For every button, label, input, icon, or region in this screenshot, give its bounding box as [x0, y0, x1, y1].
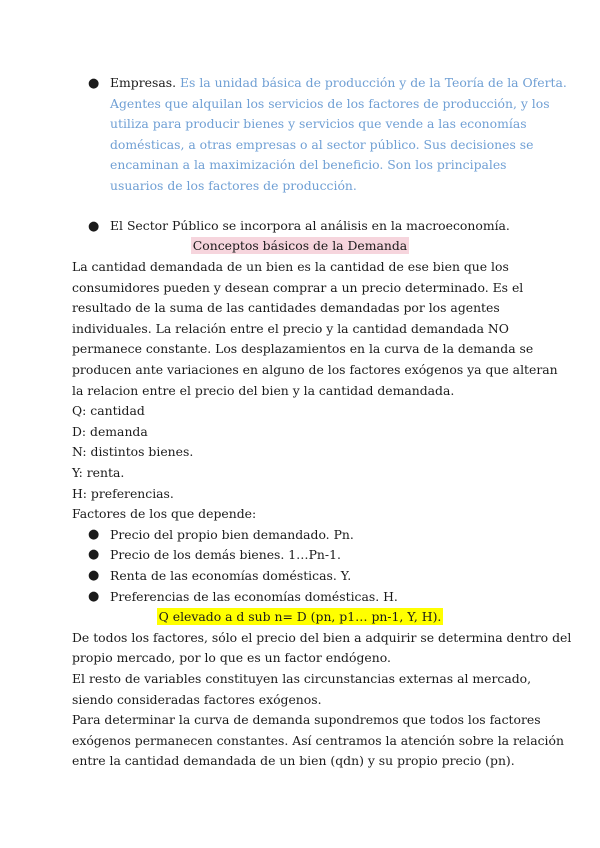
paragraph2-line-1: De todos los factores, sólo el precio del bien a adquirir se determina dentro del: [72, 629, 572, 645]
definition-d: D: demanda: [72, 423, 148, 439]
paragraph2-line-7: entre la cantidad demandada de un bien (qdn) y su propio precio (pn).: [72, 753, 515, 769]
bullet-icon: ●: [88, 526, 100, 542]
factor-item-1: ● Precio del propio bien demandado. Pn.: [88, 525, 398, 546]
bullet-icon: ●: [88, 219, 100, 234]
formula-line: [0, 607, 600, 628]
heading-text: Conceptos básicos de la Demanda: [192, 238, 408, 253]
bullet-icon: ●: [88, 547, 100, 563]
factor-item-3: ● Renta de las economías domésticas. Y.: [88, 566, 398, 587]
section-heading: [0, 236, 600, 257]
paragraph1-line-6: producen ante variaciones en alguno de los factores exógenos ya que alteran: [72, 362, 558, 377]
definition-y: Y: renta.: [72, 465, 125, 480]
empresas-line-1: Es la unidad básica de producción y de la Teoría de la Oferta.: [179, 75, 567, 90]
paragraph2-line-4: siendo consideradas factores exógenos.: [72, 691, 322, 707]
empresas-line-3: utiliza para producir bienes y servicios que vende a las economías: [110, 116, 527, 132]
empresas-line-6: usuarios de los factores de producción.: [110, 177, 357, 193]
factors-intro: Factores de los que depende:: [72, 506, 257, 522]
paragraph1-line-5: permanece constante. Los desplazamientos en la curva de la demanda se: [72, 341, 534, 357]
bullet-lead-empresas: Empresas.: [110, 75, 177, 90]
definition-n: N: distintos bienes.: [72, 444, 194, 460]
paragraph2-line-3: El resto de variables constituyen las circunstancias externas al mercado,: [72, 671, 532, 686]
paragraph1-line-3: resultado de la suma de las cantidades demandadas por los agentes: [72, 300, 500, 316]
paragraph2-line-6: exógenos permanecen constantes. Así centramos la atención sobre la relación: [72, 732, 564, 748]
definition-h: H: preferencias.: [72, 485, 174, 501]
sector-publico-text: El Sector Público se incorpora al análisis en la macroeconomía.: [110, 218, 510, 233]
paragraph2-line-2: propio mercado, por lo que es un factor endógeno.: [72, 650, 391, 666]
paragraph1-line-1: La cantidad demandada de un bien es la cantidad de ese bien que los: [72, 259, 509, 274]
empresas-line-5: encaminan a la maximización del beneficio. Son los principales: [110, 157, 507, 173]
definition-q: Q: cantidad: [72, 403, 145, 419]
bullet-icon: ●: [88, 567, 100, 583]
bullet-item-sector-publico: [88, 216, 538, 237]
bullet-icon: ●: [88, 588, 100, 604]
factors-list: [88, 525, 398, 607]
bullet-icon: ●: [88, 76, 100, 91]
bullet-item-empresas: [88, 73, 567, 197]
paragraph1-line-4: individuales. La relación entre el precio y la cantidad demandada NO: [72, 320, 509, 336]
paragraph2-line-5: Para determinar la curva de demanda supondremos que todos los factores: [72, 712, 541, 728]
factor-item-4: ● Preferencias de las economías domésticas. H.: [88, 587, 398, 608]
factor-item-2: ● Precio de los demás bienes. 1…Pn-1.: [88, 545, 398, 566]
paragraph1-line-2: consumidores pueden y desean comprar a un precio determinado. Es el: [72, 279, 524, 295]
formula-text: Q elevado a d sub n= D (pn, p1… pn-1, Y, H).: [158, 609, 442, 625]
empresas-line-4: domésticas, a otras empresas o al sector público. Sus decisiones se: [110, 136, 534, 152]
paragraph1-line-7: la relacion entre el precio del bien y la cantidad demandada.: [72, 382, 455, 398]
empresas-line-2: Agentes que alquilan los servicios de los factores de producción, y los: [110, 95, 550, 111]
